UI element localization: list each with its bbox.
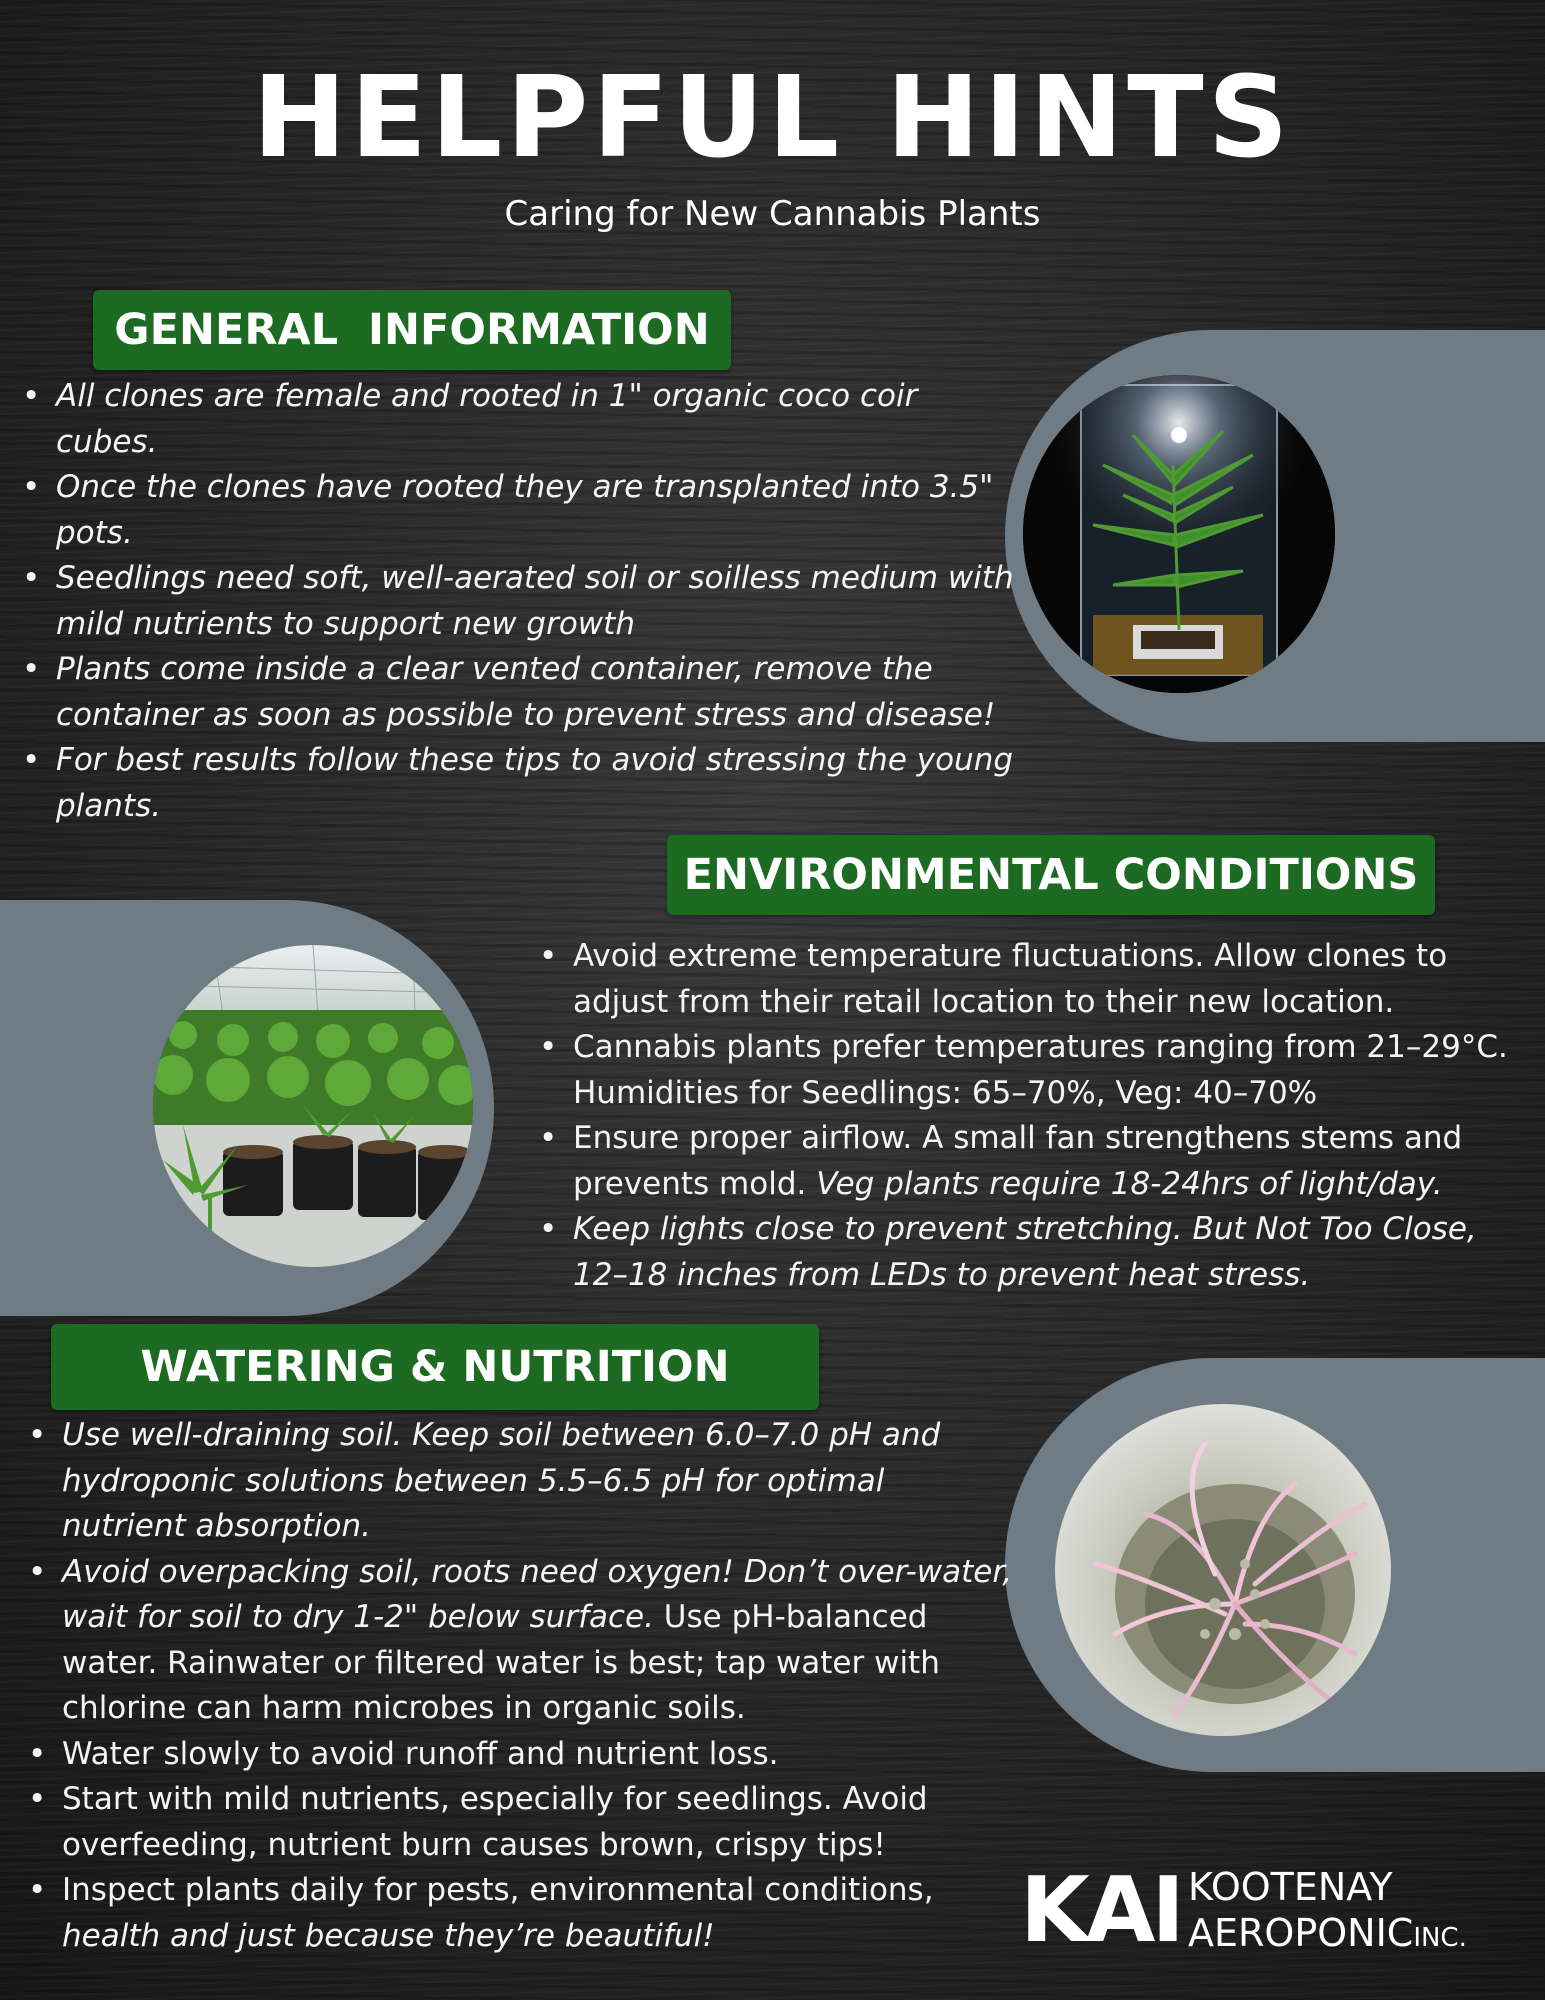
item-text-italic: Keep lights close to prevent stretching. But Not Too Close, 12–18 inches from LEDs to prevent heat stress. [573,1211,1477,1293]
list-item: • All clones are female and rooted in 1" organic coco coir cubes. [16,374,1016,465]
list-item [533,934,1538,1025]
list-item: • Once the clones have rooted they are transplanted into 3.5" pots. [16,465,1016,556]
logo-line-2-text: AEROPONIC [1188,1911,1414,1955]
list-item [22,1777,1002,1868]
logo-line-2 [1188,1910,1467,1961]
item-text: Inspect plants daily for pests, environmental conditions, [62,1872,934,1908]
list-item [22,1732,1002,1778]
list-item [22,1413,962,1550]
general-information-heading: GENERAL INFORMATION [93,290,731,370]
environmental-conditions-list [533,934,1538,1298]
logo-suffix: INC. [1413,1923,1467,1953]
item-text: Water slowly to avoid runoff and nutrient loss. [62,1735,779,1772]
list-item: • Seedlings need soft, well-aerated soil or soilless medium with mild nutrients to support new growth [16,556,1046,647]
list-item: • Plants come inside a clear vented container, remove the container as soon as possible to prevent stress and disease! [16,647,1086,738]
cannabis-flower-closeup-photo [1055,1404,1391,1736]
item-text-italic: Veg plants require 18-24hrs of light/day. [816,1165,1443,1202]
item-text: Cannabis plants prefer temperatures ranging from 21–29°C. Humidities for Seedlings: 65–70%, Veg: 40–70% [573,1029,1508,1111]
item-text: Ensure proper airflow. A small fan strengthens stems and prevents mold. [573,1120,1463,1202]
list-item [22,1868,1022,1959]
environmental-conditions-heading: ENVIRONMENTAL CONDITIONS [667,835,1435,915]
page-title: HELPFUL HINTS [252,53,1293,183]
item-text: Start with mild nutrients, especially for seedlings. Avoid overfeeding, nutrient burn causes brown, crispy tips! [62,1781,928,1863]
watering-nutrition-list [22,1413,1013,1959]
list-item [533,1116,1538,1207]
list-item: • For best results follow these tips to avoid stressing the young plants. [16,738,1086,829]
general-information-list [16,374,1086,829]
item-text-italic: Use well-draining soil. Keep soil between 6.0–7.0 pH and hydroponic solutions between 5.5–6.5 pH for optimal nutrient absorption. [62,1417,941,1544]
greenhouse-seedlings-photo [153,945,473,1267]
item-text: Use pH-balanced water. Rainwater or filtered water is best; tap water with chlorine can harm microbes in organic soils. [62,1599,940,1726]
logo-mark: KAI [1020,1858,1181,1963]
list-item [22,1550,1022,1732]
list-item [533,1025,1538,1116]
page-subtitle: Caring for New Cannabis Plants [504,194,1041,234]
logo-line-1: KOOTENAY [1188,1865,1393,1909]
list-item [533,1207,1538,1298]
company-logo [1020,1860,1520,1964]
item-text: Avoid extreme temperature fluctuations. Allow clones to adjust from their retail location to their new location. [573,938,1448,1020]
watering-nutrition-heading: WATERING & NUTRITION [51,1324,819,1410]
item-text-italic: Avoid overpacking soil, roots need oxygen! Don’t over-water, wait for soil to dry 1-2" below surface. [62,1553,1013,1635]
item-text-italic: health and just because they’re beautiful! [62,1917,715,1954]
